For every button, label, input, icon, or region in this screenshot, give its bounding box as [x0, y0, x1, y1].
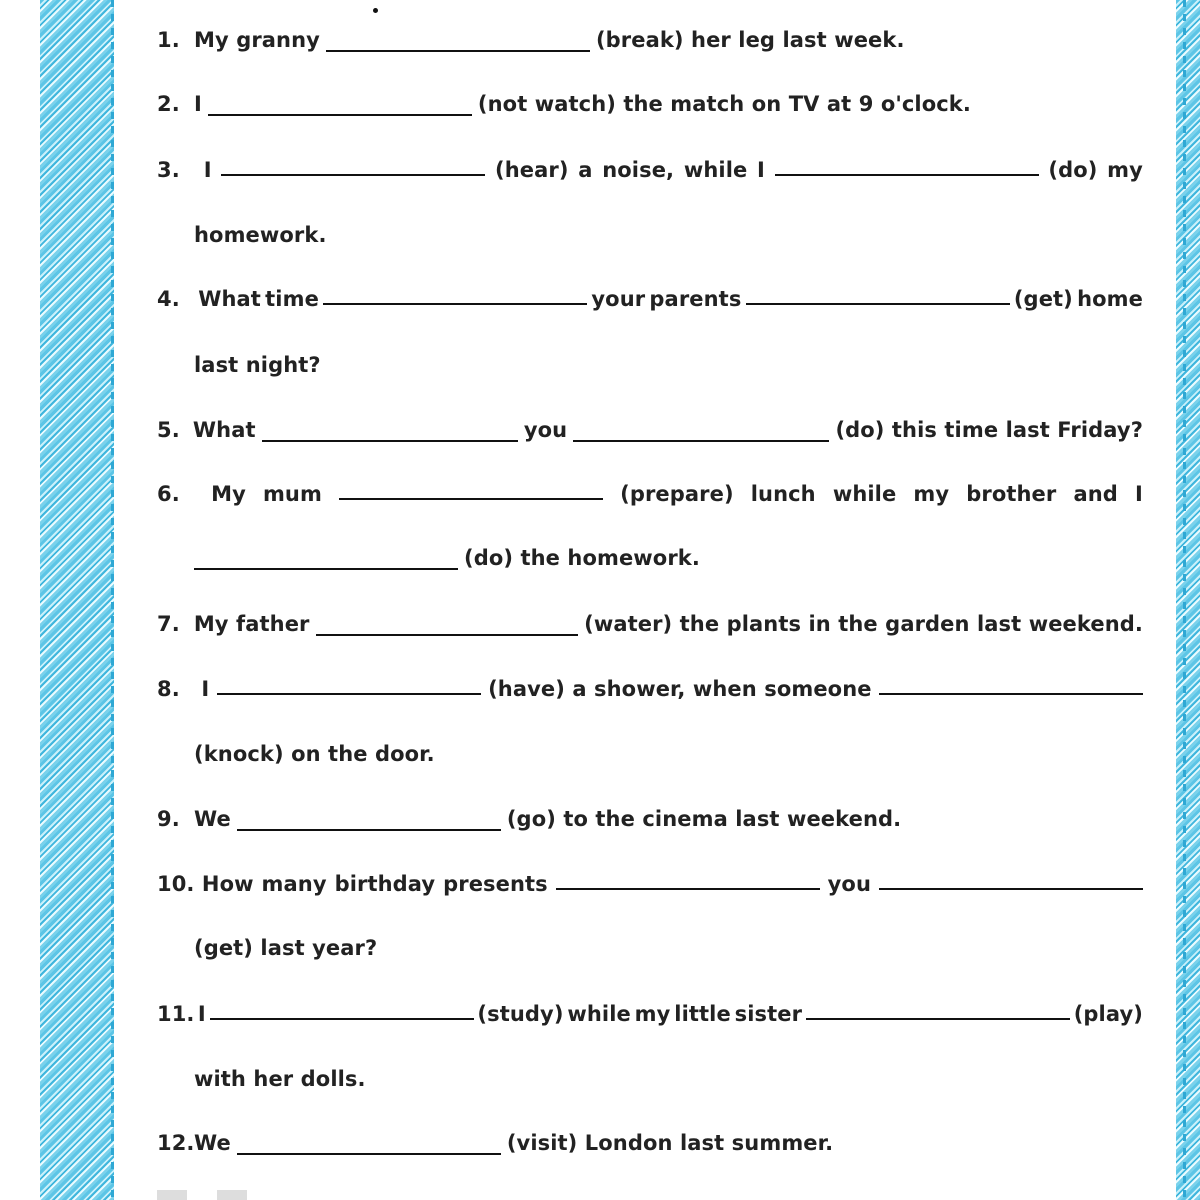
- dashed-line-left: [111, 0, 114, 1200]
- decorative-border-left: [40, 0, 114, 1200]
- exercise-text: I: [1134, 482, 1143, 506]
- answer-blank[interactable]: [573, 440, 829, 442]
- exercise-text: shower,: [594, 677, 686, 701]
- exercise-number: 8.: [157, 677, 180, 701]
- exercise-text: I: [757, 158, 765, 182]
- answer-blank[interactable]: [556, 888, 820, 890]
- exercise-text: time: [265, 287, 319, 311]
- exercise-number: 7.: [157, 612, 180, 636]
- answer-blank[interactable]: [806, 1018, 1070, 1020]
- exercise-3: [157, 152, 1143, 182]
- exercise-text: with her dolls.: [194, 1067, 366, 1091]
- exercise-text: sister: [734, 1002, 803, 1026]
- exercise-text: a: [578, 158, 593, 182]
- exercise-text: (prepare): [620, 482, 734, 506]
- exercise-10: [157, 866, 1143, 896]
- answer-blank[interactable]: [746, 303, 1010, 305]
- exercise-text: little: [674, 1002, 731, 1026]
- exercise-text: I: [203, 158, 212, 182]
- exercise-12: [157, 1125, 1143, 1155]
- exercise-text: I: [194, 92, 202, 116]
- exercise-4-continuation: [194, 347, 1144, 377]
- exercise-text: when: [692, 677, 757, 701]
- answer-blank[interactable]: [221, 174, 485, 176]
- exercise-text: you: [827, 872, 871, 896]
- exercise-text: someone: [764, 677, 872, 701]
- exercise-text: while: [832, 482, 897, 506]
- exercise-text: home: [1077, 287, 1143, 311]
- answer-blank[interactable]: [339, 498, 603, 500]
- answer-blank[interactable]: [194, 568, 458, 570]
- decorative-border-right: [1176, 0, 1200, 1200]
- exercise-text: (break) her leg last week.: [595, 28, 905, 52]
- exercise-10-continuation: [194, 930, 1144, 960]
- answer-blank[interactable]: [237, 829, 501, 831]
- exercise-text: I: [197, 1002, 206, 1026]
- exercise-text: a: [572, 677, 587, 701]
- exercise-number: 6.: [157, 482, 180, 506]
- exercise-text: My granny: [194, 28, 320, 52]
- exercise-2: [157, 86, 1143, 116]
- exercise-number: 5.: [157, 418, 180, 442]
- exercise-text: (have): [488, 677, 565, 701]
- exercise-11-continuation: [194, 1061, 1144, 1091]
- exercise-text: and: [1073, 482, 1118, 506]
- exercise-text: your: [591, 287, 646, 311]
- exercise-9: [157, 801, 1143, 831]
- exercise-text: brother: [966, 482, 1057, 506]
- exercise-text: (play): [1073, 1002, 1143, 1026]
- exercise-text: (get): [1013, 287, 1073, 311]
- exercise-text: (hear): [495, 158, 569, 182]
- answer-blank[interactable]: [323, 303, 587, 305]
- answer-blank[interactable]: [237, 1153, 501, 1155]
- exercise-text: birthday: [334, 872, 436, 896]
- exercise-text: while: [567, 1002, 631, 1026]
- exercise-number: 11.: [157, 1002, 195, 1026]
- exercise-text: you: [523, 418, 568, 442]
- exercise-6: [157, 476, 1143, 506]
- exercise-text: (visit) London last summer.: [506, 1131, 834, 1155]
- answer-blank[interactable]: [775, 174, 1039, 176]
- exercise-number: 2.: [157, 92, 180, 116]
- exercise-text: noise,: [602, 158, 675, 182]
- exercise-text: We: [194, 807, 231, 831]
- exercise-text: (knock) on the door.: [194, 742, 435, 766]
- answer-blank[interactable]: [326, 50, 590, 52]
- exercise-text: presents: [443, 872, 548, 896]
- exercise-number: 10.: [157, 872, 195, 896]
- answer-blank[interactable]: [316, 634, 579, 636]
- exercise-text: while: [683, 158, 748, 182]
- exercise-number: 12.: [157, 1131, 195, 1155]
- exercise-text: lunch: [750, 482, 816, 506]
- answer-blank[interactable]: [879, 888, 1143, 890]
- exercise-text: parents: [649, 287, 742, 311]
- exercise-11: [157, 996, 1143, 1026]
- exercise-text: many: [261, 872, 327, 896]
- dot-mark: [373, 8, 378, 13]
- exercise-text: My father: [193, 612, 310, 636]
- exercise-text: (do) the homework.: [464, 546, 700, 570]
- exercise-text: (go) to the cinema last weekend.: [506, 807, 902, 831]
- exercise-text: I: [201, 677, 210, 701]
- exercise-text: homework.: [194, 223, 327, 247]
- exercise-3-continuation: [194, 217, 1144, 247]
- exercise-number: 4.: [157, 287, 180, 311]
- exercise-text: mum: [262, 482, 322, 506]
- exercise-text: (do): [1048, 158, 1098, 182]
- answer-blank[interactable]: [879, 693, 1143, 695]
- exercise-text: my: [913, 482, 950, 506]
- exercise-text: (get) last year?: [194, 936, 378, 960]
- exercise-text: last night?: [194, 353, 321, 377]
- exercise-7: [157, 606, 1143, 636]
- exercise-text: My: [211, 482, 246, 506]
- exercise-text: (study): [477, 1002, 564, 1026]
- cropped-next-line: [157, 1190, 1143, 1200]
- exercise-1: [157, 22, 1143, 52]
- exercise-number: 3.: [157, 158, 180, 182]
- answer-blank[interactable]: [210, 1018, 474, 1020]
- exercise-4: [157, 281, 1143, 311]
- exercise-text: my: [1107, 158, 1143, 182]
- answer-blank[interactable]: [262, 440, 518, 442]
- exercise-number: 9.: [157, 807, 180, 831]
- exercise-text: (do) this time last Friday?: [835, 418, 1143, 442]
- exercise-text: (not watch) the match on TV at 9 o'clock.: [477, 92, 971, 116]
- exercise-text: What: [192, 418, 256, 442]
- answer-blank[interactable]: [217, 693, 481, 695]
- exercise-8-continuation: [194, 736, 1144, 766]
- exercise-text: What: [198, 287, 261, 311]
- answer-blank[interactable]: [208, 114, 472, 116]
- exercise-text: How: [201, 872, 254, 896]
- exercise-number: 1.: [157, 28, 180, 52]
- exercise-8: [157, 671, 1143, 701]
- dashed-line-right: [1183, 0, 1186, 1200]
- exercise-text: We: [194, 1131, 231, 1155]
- exercise-text: my: [634, 1002, 671, 1026]
- exercise-text: (water) the plants in the garden last weekend.: [584, 612, 1143, 636]
- exercise-5: [157, 412, 1143, 442]
- exercise-6-continuation: [194, 540, 1144, 570]
